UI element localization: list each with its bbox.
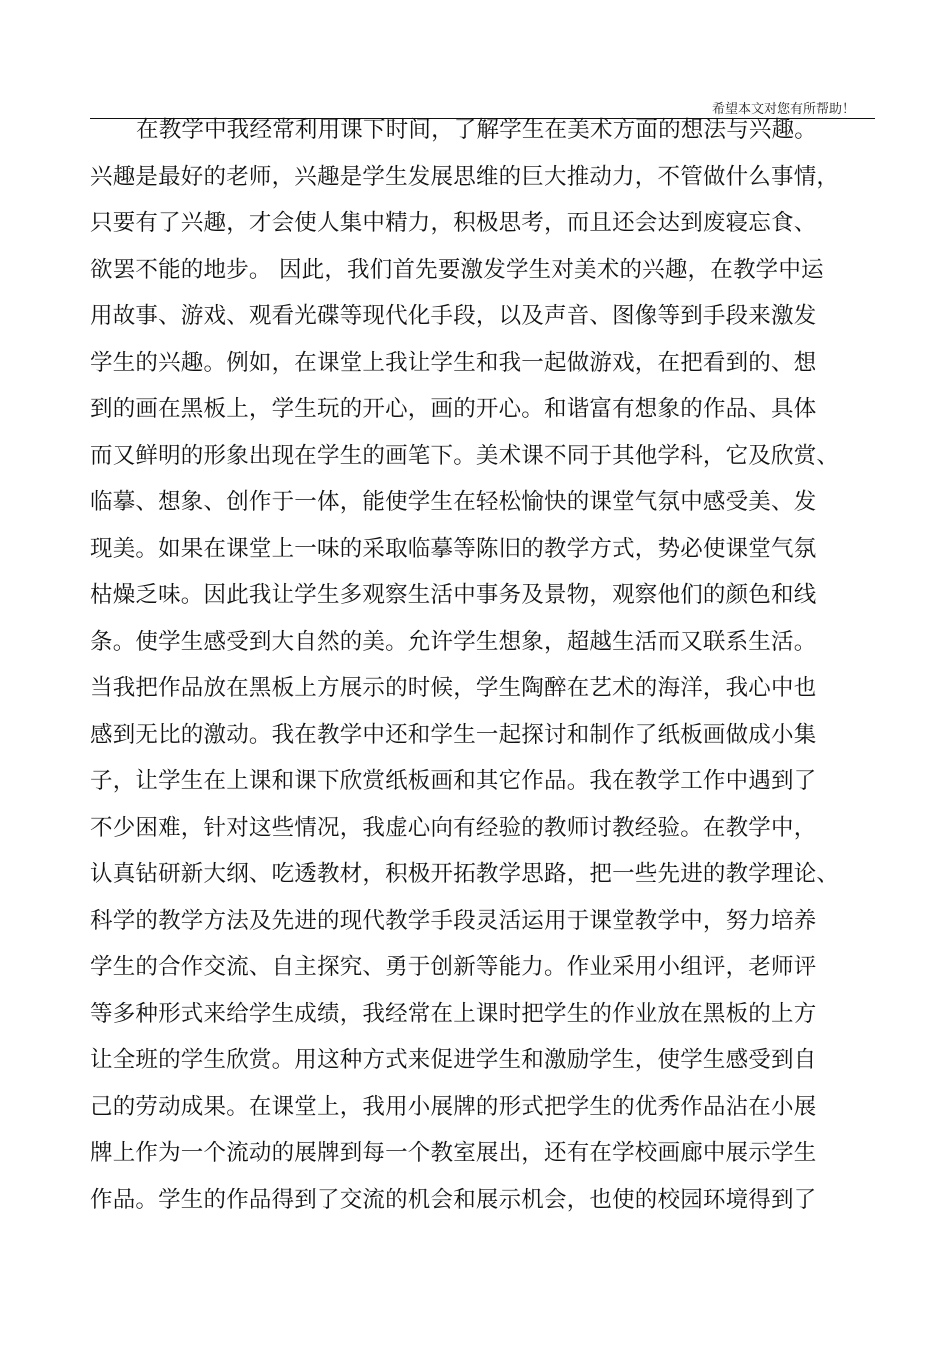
text-line: 只要有了兴趣，才会使人集中精力，积极思考，而且还会达到废寝忘食、 (90, 210, 817, 236)
text-line: 学生的合作交流、自主探究、勇于创新等能力。作业采用小组评，老师评 (90, 954, 817, 980)
text-line: 等多种形式来给学生成绩，我经常在上课时把学生的作业放在黑板的上方 (90, 1000, 817, 1027)
text-line: 当我把作品放在黑板上方展示的时候，学生陶醉在艺术的海洋，我心中也 (90, 675, 817, 701)
text-line: 感到无比的激动。我在教学中还和学生一起探讨和制作了纸板画做成小集 (90, 721, 817, 748)
text-line: 兴趣是最好的老师，兴趣是学生发展思维的巨大推动力，不管做什么事情， (90, 163, 840, 190)
page-header-text: 希望本文对您有所帮助！ (711, 102, 855, 117)
text-line: 让全班的学生欣赏。用这种方式来促进学生和激励学生，使学生感受到自 (90, 1047, 817, 1073)
text-line: 而又鲜明的形象出现在学生的画笔下。美术课不同于其他学科，它及欣赏、 (90, 442, 840, 469)
text-line: 科学的教学方法及先进的现代教学手段灵活运用于课堂教学中，努力培养 (90, 907, 817, 934)
text-line: 作品。学生的作品得到了交流的机会和展示机会，也使的校园环境得到了 (90, 1186, 817, 1213)
text-line: 条。使学生感受到大自然的美。允许学生想象，超越生活而又联系生活。 (90, 628, 817, 655)
body-text (90, 107, 880, 1223)
text-line: 认真钻研新大纲、吃透教材，积极开拓教学思路，把一些先进的教学理论、 (90, 861, 840, 887)
text-line: 欲罢不能的地步。 因此，我们首先要激发学生对美术的兴趣，在教学中运 (90, 256, 824, 283)
text-line: 在教学中我经常利用课下时间，了解学生在美术方面的想法与兴趣。 (136, 117, 818, 143)
text-line: 牌上作为一个流动的展牌到每一个教室展出，还有在学校画廊中展示学生 (90, 1140, 817, 1166)
text-line: 用故事、游戏、观看光碟等现代化手段，以及声音、图像等到手段来激发 (90, 303, 817, 329)
text-line: 不少困难，针对这些情况，我虚心向有经验的教师讨教经验。在教学中， (90, 814, 817, 841)
text-line: 现美。如果在课堂上一味的采取临摹等陈旧的教学方式，势必使课堂气氛 (90, 535, 817, 562)
text-line: 子，让学生在上课和课下欣赏纸板画和其它作品。我在教学工作中遇到了 (90, 768, 817, 794)
text-line: 枯燥乏味。因此我让学生多观察生活中事务及景物，观察他们的颜色和线 (90, 582, 817, 608)
text-line: 学生的兴趣。例如，在课堂上我让学生和我一起做游戏，在把看到的、想 (90, 349, 817, 376)
text-line: 临摹、想象、创作于一体，能使学生在轻松愉快的课堂气氛中感受美、发 (90, 489, 817, 515)
text-line: 己的劳动成果。在课堂上，我用小展牌的形式把学生的优秀作品沾在小展 (90, 1093, 817, 1120)
text-line: 到的画在黑板上，学生玩的开心，画的开心。和谐富有想象的作品、具体 (90, 396, 817, 422)
